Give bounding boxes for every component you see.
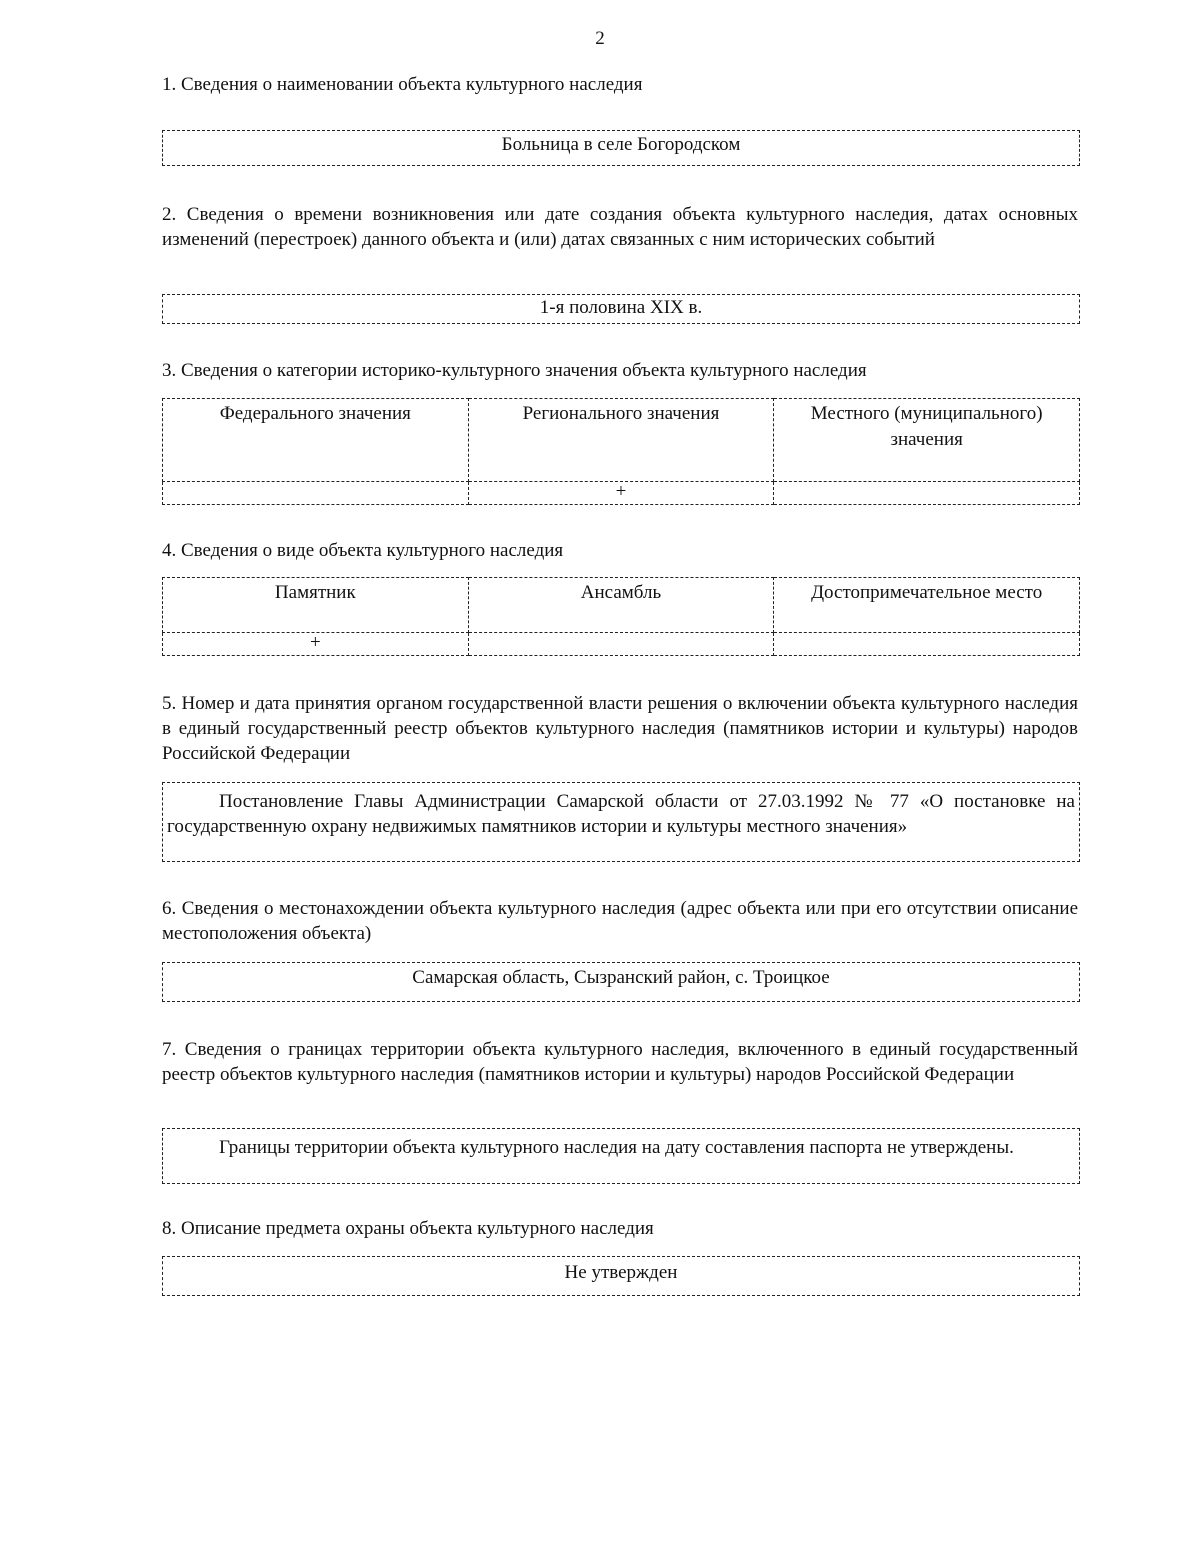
type-ensemble-header: Ансамбль <box>468 578 774 633</box>
section-6-value-box <box>162 962 1080 1002</box>
type-monument-header: Памятник <box>163 578 469 633</box>
section-8-heading: 8. Описание предмета охраны объекта культурного наследия <box>162 1218 654 1239</box>
territory-boundaries: Границы территории объекта культурного наследия на дату составления паспорта не утверждены. <box>219 1137 1014 1158</box>
section-2-value-box <box>162 294 1080 324</box>
territory-boundaries-text <box>163 1129 1079 1162</box>
section-7-value-box <box>162 1128 1080 1184</box>
object-address: Самарская область, Сызранский район, с. Троицкое <box>412 967 830 988</box>
section-2-heading: 2. Сведения о времени возникновения или дате создания объекта культурного наследия, датах основных изменений (перестроек) данного объекта и (или) датах связанных с ним исторических событий <box>162 204 1078 250</box>
object-name: Больница в селе Богородском <box>501 134 741 155</box>
category-local-mark <box>774 482 1080 505</box>
type-mark-row <box>163 633 1080 656</box>
category-federal-mark <box>163 482 469 505</box>
type-table <box>162 577 1080 656</box>
registry-decision-text <box>163 783 1079 841</box>
section-4-heading: 4. Сведения о виде объекта культурного наследия <box>162 540 564 561</box>
protection-subject: Не утвержден <box>564 1262 678 1283</box>
type-monument-mark: + <box>163 633 469 656</box>
section-8-value-box <box>162 1256 1080 1296</box>
section-6-heading: 6. Сведения о местонахождении объекта культурного наследия (адрес объекта или при его отсутствии описание местоположения объекта) <box>162 898 1078 944</box>
section-3-heading: 3. Сведения о категории историко-культурного значения объекта культурного наследия <box>162 360 867 381</box>
category-table <box>162 398 1080 505</box>
category-regional-header: Регионального значения <box>468 399 774 482</box>
category-header-row <box>163 399 1080 482</box>
type-landmark-mark <box>774 633 1080 656</box>
category-local-header: Местного (муниципального) значения <box>774 399 1080 482</box>
section-5-heading: 5. Номер и дата принятия органом государственной власти решения о включении объекта культурного наследия в единый государственный реестр объектов культурного наследия (памятников истории и культуры) народов Российской Федерации <box>162 693 1078 764</box>
section-7-heading: 7. Сведения о границах территории объекта культурного наследия, включенного в единый государственный реестр объектов культурного наследия (памятников истории и культуры) народов Российской Федерации <box>162 1039 1078 1085</box>
category-regional-mark: + <box>468 482 774 505</box>
type-header-row <box>163 578 1080 633</box>
category-mark-row <box>163 482 1080 505</box>
page-number: 2 <box>595 28 605 49</box>
section-5-value-box <box>162 782 1080 862</box>
category-federal-header: Федерального значения <box>163 399 469 482</box>
type-ensemble-mark <box>468 633 774 656</box>
registry-decision: Постановление Главы Администрации Самарской области от 27.03.1992 № 77 «О постановке на государственную охрану недвижимых памятников истории и культуры местного значения» <box>167 791 1075 837</box>
section-1-value-box <box>162 130 1080 166</box>
creation-date: 1-я половина XIX в. <box>539 297 703 318</box>
type-landmark-header: Достопримечательное место <box>774 578 1080 633</box>
section-1-heading: 1. Сведения о наименовании объекта культурного наследия <box>162 74 643 95</box>
